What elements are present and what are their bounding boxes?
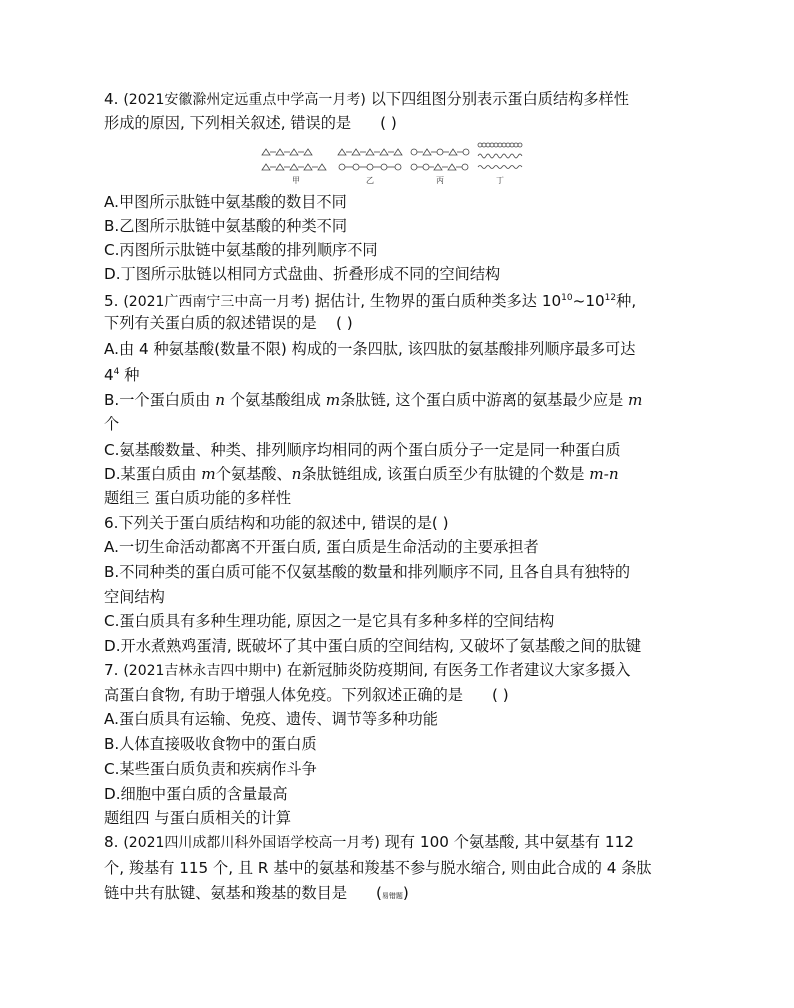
q6-option-c: C.蛋白质具有多种生理功能, 原因之一是它具有多种多样的空间结构 — [104, 612, 555, 630]
figure-label-ding: 丁 — [496, 176, 504, 185]
q6-option-b-line2: 空间结构 — [104, 588, 165, 606]
q8-source: (2021四川成都川科外国语学校高一月考) — [123, 835, 380, 851]
q6-option-d: D.开水煮熟鸡蛋清, 既破坏了其中蛋白质的空间结构, 又破坏了氨基酸之间的肽键 — [104, 637, 642, 655]
q4-stem-line2 — [104, 113, 397, 133]
q4-source: (2021安徽滁州定远重点中学高一月考) — [123, 92, 366, 108]
q4-option-b: B.乙图所示肽链中氨基酸的种类不同 — [104, 217, 348, 235]
q7-stem-text1: 在新冠肺炎防疫期间, 有医务工作者建议大家多摄入 — [286, 661, 631, 679]
q5-stem-line2 — [104, 313, 353, 333]
q5-option-b-text-c: 条肽链, 这个蛋白质中游离的氨基最少应是 — [340, 391, 624, 409]
q5-stem-text1a: 据估计, 生物界的蛋白质种类多达 10 — [314, 292, 562, 311]
q7-option-b: B.人体直接吸收食物中的蛋白质 — [104, 735, 317, 753]
q6-option-b-line1: B.不同种类的蛋白质可能不仅氨基酸的数量和排列顺序不同, 且各自具有独特的 — [104, 563, 631, 581]
q5-exponent-10: 10 — [561, 293, 573, 303]
q4-stem-text2: 形成的原因, 下列相关叙述, 错误的是 — [104, 114, 352, 132]
q4-option-c: C.丙图所示肽链中氨基酸的排列顺序不同 — [104, 241, 378, 259]
q5-option-b-line2: 个 — [104, 415, 120, 433]
q8-tricky-note: 易错题 — [381, 892, 403, 900]
q6-stem: 6.下列关于蛋白质结构和功能的叙述中, 错误的是( ) — [104, 514, 449, 532]
q8-stem-line2: 个, 羧基有 115 个, 且 R 基中的氨基和羧基不参与脱水缩合, 则由此合成的 4 条肽 — [104, 859, 652, 877]
q5-option-b-var-m: m — [325, 391, 341, 409]
q5-option-a-base: 4 — [104, 366, 114, 385]
q7-answer-paren: ( ) — [491, 686, 509, 704]
q8-answer-paren-open: ( — [375, 884, 382, 902]
q4-stem-line1 — [104, 89, 629, 110]
q5-exponent-12: 12 — [604, 293, 617, 303]
q4-answer-paren: ( ) — [380, 114, 397, 132]
figure-label-jia: 甲 — [292, 176, 300, 185]
q5-stem-text1b: ~10 — [572, 292, 605, 311]
q7-option-a: A.蛋白质具有运输、免疫、遗传、调节等多种功能 — [104, 710, 438, 728]
peptide-chain-figure — [258, 136, 538, 188]
q5-option-b-var-m2: m — [628, 391, 643, 409]
q5-option-d-text-c: 条肽链组成, 该蛋白质至少有肽键的个数是 — [301, 465, 585, 483]
q7-option-d: D.细胞中蛋白质的含量最高 — [104, 785, 288, 803]
q8-stem-line3 — [104, 883, 409, 906]
q4-number: 4. — [104, 90, 119, 108]
q5-option-a-exponent: 4 — [113, 367, 120, 377]
q4-option-d: D.丁图所示肽链以相同方式盘曲、折叠形成不同的空间结构 — [104, 265, 501, 283]
figure-bing-chains — [411, 149, 469, 170]
q5-option-a-line2 — [104, 362, 139, 385]
figure-label-bing: 丙 — [436, 176, 444, 185]
q5-option-c: C.氨基酸数量、种类、排列顺序均相同的两个蛋白质分子一定是同一种蛋白质 — [104, 441, 621, 459]
q5-option-d-text-a: D.某蛋白质由 — [104, 465, 197, 483]
q4-option-a: A.甲图所示肽链中氨基酸的数目不同 — [104, 193, 347, 211]
q5-stem-line1 — [104, 288, 636, 312]
figure-jia-chains — [262, 149, 326, 170]
q5-source: (2021广西南宁三中高一月考) — [123, 294, 310, 311]
q5-option-b-line1 — [104, 390, 642, 410]
q5-option-a-tail: 种 — [119, 366, 140, 385]
q5-option-b-text-a: B.一个蛋白质由 — [104, 391, 211, 409]
q5-option-d-var-n: n — [291, 465, 302, 483]
group4-heading: 题组四 与蛋白质相关的计算 — [104, 809, 292, 827]
q5-option-b-var-n: n — [215, 391, 225, 409]
q5-option-a-line1: A.由 4 种氨基酸(数量不限) 构成的一条四肽, 该四肽的氨基酸排列顺序最多可达 — [104, 340, 636, 358]
q5-option-d — [104, 464, 619, 484]
q5-number: 5. — [104, 292, 119, 311]
figure-ding-chains — [478, 143, 522, 169]
q8-stem-text1: 现有 100 个氨基酸, 其中氨基有 112 — [384, 833, 634, 851]
q5-option-d-var-mn: m-n — [589, 465, 619, 483]
q7-number: 7. — [104, 661, 119, 679]
q5-option-d-text-b: 个氨基酸、 — [215, 465, 292, 483]
group3-heading: 题组三 蛋白质功能的多样性 — [104, 489, 292, 507]
q8-answer-paren-close: ) — [402, 884, 409, 902]
q4-stem-text1: 以下四组图分别表示蛋白质结构多样性 — [370, 90, 629, 108]
figure-label-yi: 乙 — [366, 176, 374, 185]
figure-yi-chains — [338, 149, 402, 170]
q5-answer-paren: ( ) — [335, 314, 353, 332]
q5-option-d-var-m: m — [201, 465, 216, 483]
q5-option-b-text-b: 个氨基酸组成 — [229, 391, 321, 409]
q7-source: (2021吉林永吉四中期中) — [123, 663, 282, 679]
q7-stem-text2: 高蛋白食物, 有助于增强人体免疫。下列叙述正确的是 — [104, 686, 463, 704]
q7-option-c: C.某些蛋白质负责和疾病作斗争 — [104, 760, 317, 778]
q8-number: 8. — [104, 833, 119, 851]
q8-stem-text3: 链中共有肽键、氨基和羧基的数目是 — [104, 884, 347, 902]
q7-stem-line2 — [104, 685, 509, 705]
q6-option-a: A.一切生命活动都离不开蛋白质, 蛋白质是生命活动的主要承担者 — [104, 538, 539, 556]
q7-stem-line1 — [104, 660, 631, 681]
q5-stem-text1c: 种, — [616, 292, 637, 311]
q8-stem-line1 — [104, 832, 634, 853]
q5-stem-text2: 下列有关蛋白质的叙述错误的是 — [104, 314, 317, 332]
